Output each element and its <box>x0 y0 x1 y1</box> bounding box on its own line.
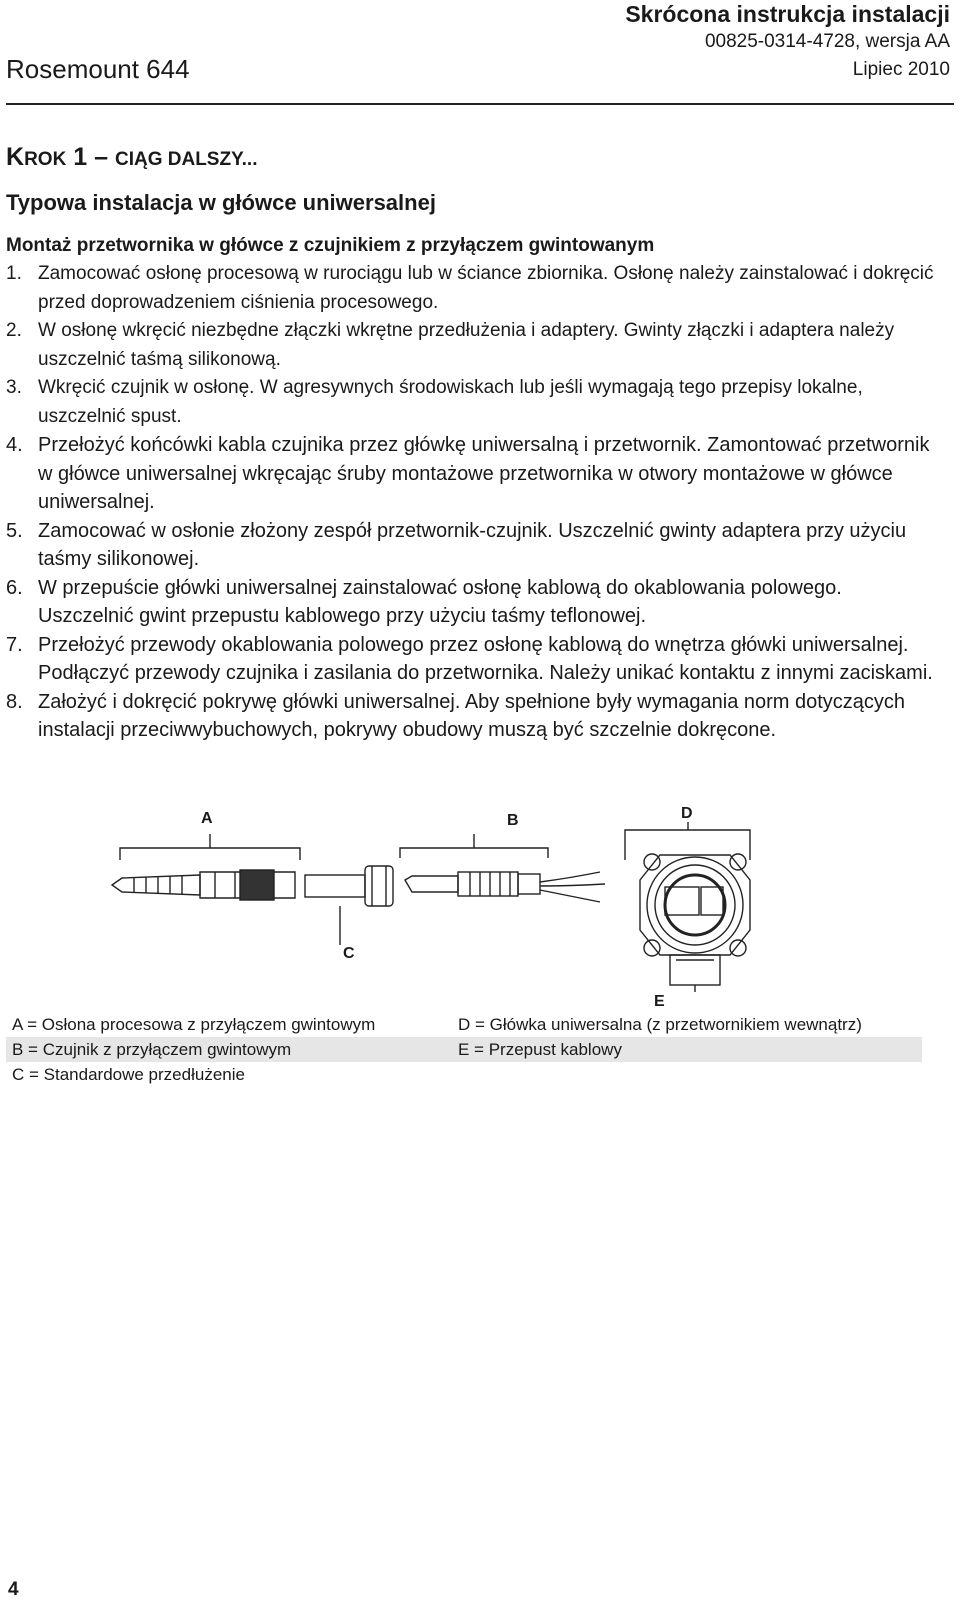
list-item <box>6 688 936 745</box>
step-number: 2. <box>6 320 22 341</box>
legend-row <box>6 1012 922 1037</box>
list-item <box>6 431 936 517</box>
step-number: 7. <box>6 633 23 656</box>
installation-figure <box>0 800 960 1020</box>
step-heading: KROK 1 – CIĄG DALSZY... <box>6 143 258 171</box>
subsection-title: Montaż przetwornika w główce z czujnikiem z przyłączem gwintowanym <box>6 235 655 256</box>
step-text: Wkręcić czujnik w osłonę. W agresywnych środowiskach lub jeśli wymagają tego przepisy lokalne, uszczelnić spust. <box>38 377 863 427</box>
installation-steps <box>6 260 936 745</box>
step-number: 8. <box>6 690 23 713</box>
legend-item: B = Czujnik z przyłączem gwintowym <box>12 1040 292 1059</box>
step-number: 5. <box>6 519 23 542</box>
step-text: Zamocować w osłonie złożony zespół przetwornik-czujnik. Uszczelnić gwinty adaptera przy użyciu taśmy silikonowej. <box>38 519 907 570</box>
section-title: Typowa instalacja w główce uniwersalnej <box>6 190 436 215</box>
legend-item <box>452 1062 898 1087</box>
list-item <box>6 260 936 317</box>
label-d: D <box>681 805 693 822</box>
legend-row <box>6 1062 922 1087</box>
step-text: Założyć i dokręcić pokrywę główki uniwersalnej. Aby spełnione były wymagania norm dotyczących instalacji przeciwwybuchowych, pokrywy obudowy muszą być szczelnie dokręcone. <box>38 690 906 741</box>
product-name: Rosemount 644 <box>6 54 190 84</box>
list-item <box>6 374 936 431</box>
figure-legend <box>6 1012 922 1087</box>
list-item <box>6 317 936 374</box>
extension-drawing <box>305 866 393 945</box>
step-number: 6. <box>6 576 23 599</box>
label-a: A <box>201 810 213 827</box>
document-type: Skrócona instrukcja instalacji <box>625 1 950 27</box>
legend-row <box>6 1037 922 1062</box>
figure-drawing <box>0 800 960 1020</box>
step-number: 1. <box>6 263 22 284</box>
label-e: E <box>654 993 665 1010</box>
document-date: Lipiec 2010 <box>852 59 950 80</box>
legend-item: D = Główka uniwersalna (z przetwornikiem wewnątrz) <box>458 1015 862 1034</box>
step-number: 3. <box>6 377 22 398</box>
legend-item: E = Przepust kablowy <box>458 1040 622 1059</box>
step-text: Przełożyć końcówki kabla czujnika przez główkę uniwersalną i przetwornik. Zamontować przetwornik w główce uniwersalnej wkręcając śruby montażowe przetwornika w otwory montażowe w główce uniwersalnej. <box>38 434 930 513</box>
header-divider <box>6 103 954 105</box>
list-item <box>6 631 936 688</box>
legend-item: A = Osłona procesowa z przyłączem gwintowym <box>12 1015 376 1034</box>
label-b: B <box>507 812 519 829</box>
step-text: W osłonę wkręcić niezbędne złączki wkrętne przedłużenia i adaptery. Gwinty złączki i adaptera należy uszczelnić taśmą silikonową. <box>38 320 895 370</box>
legend-item: C = Standardowe przedłużenie <box>12 1065 245 1084</box>
page-number: 4 <box>8 1579 19 1600</box>
step-text: Zamocować osłonę procesową w rurociągu lub w ściance zbiornika. Osłonę należy zainstalować i dokręcić przed doprowadzeniem ciśnienia procesowego. <box>38 263 934 313</box>
list-item <box>6 574 936 631</box>
thermowell-drawing <box>112 870 295 900</box>
step-number: 4. <box>6 434 23 456</box>
document-number: 00825-0314-4728, wersja AA <box>704 31 950 52</box>
step-text: W przepuście główki uniwersalnej zainstalować osłonę kablową do okablowania polowego. Uszczelnić gwint przepustu kablowego przy użyciu taśmy teflonowej. <box>38 576 842 627</box>
bracket-a <box>120 848 300 860</box>
list-item <box>6 517 936 574</box>
label-c: C <box>343 945 355 962</box>
step-text: Przełożyć przewody okablowania polowego przez osłonę kablową do wnętrza główki uniwersalnej. Podłączyć przewody czujnika i zasilania do przetwornika. Należy unikać kontaktu z innymi zaciskami. <box>38 633 933 684</box>
bracket-b <box>400 848 548 858</box>
universal-head-drawing <box>640 854 750 992</box>
document-header <box>625 0 950 84</box>
sensor-drawing <box>405 872 605 902</box>
